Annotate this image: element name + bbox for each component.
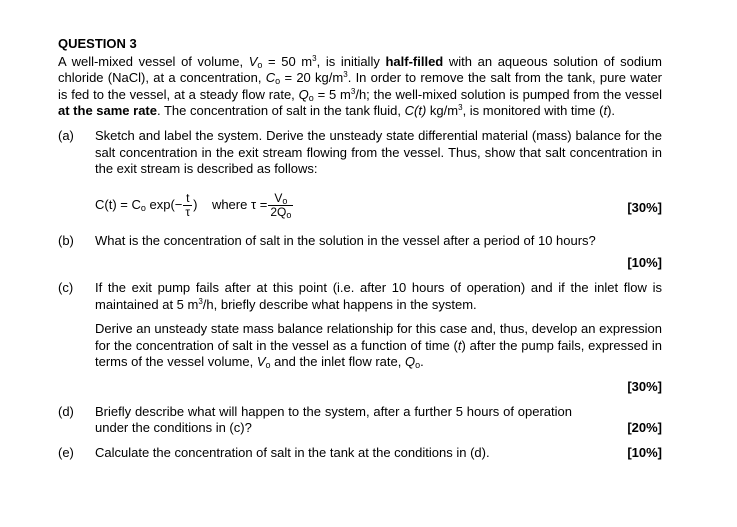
concentration-equation: $C(t) = C_o$ exp(− $\frac{t}{\tau}$ ) where τ = $\frac{V_o}{2Q_o}$ [30%] [95, 190, 662, 220]
part-c-label: (c) [58, 279, 74, 295]
part-d [58, 404, 662, 437]
part-b-label: (b) [58, 232, 74, 248]
part-a [58, 128, 662, 230]
part-e [58, 445, 662, 462]
part-e-label: (e) [58, 444, 74, 460]
part-e-mark: [10%] [627, 444, 662, 460]
part-b-mark: [10%] [627, 255, 662, 271]
part-d-label: (d) [58, 403, 74, 419]
part-b [58, 233, 662, 272]
part-a-mark: [30%] [627, 199, 662, 215]
part-b-text: What is the concentration of salt in the solution in the vessel after a period of 10 hours? [95, 232, 596, 248]
question-intro: A well-mixed vessel of volume, $V_o = 50$ $m^3$, is initially half-filled with an aqueous solution of sodium chloride (NaCl), at a concentration, $C_o = 20$ $kg/m^3$. In order to remove the salt from the tank, pure water is fed to the vessel, at a steady flow rate, $Q_o = 5$ $m^3/h$; the well-mixed solution is pumped from the vessel at the same rate. The concentration of salt in the tank fluid, C(t) $kg/m^3$, is monitored with time (t). [58, 53, 663, 119]
part-d-mark: [20%] [627, 420, 662, 436]
part-c-para1: If the exit pump fails after at this point (i.e. after 10 hours of operation) and if the inlet flow is maintained at 5 $m^3/h$, briefly describe what happens in the system. [95, 279, 662, 312]
part-a-text: Sketch and label the system. Derive the unsteady state differential material (mass) balance for the salt concentration in the exit stream flowing from the vessel. Thus, show that salt concentration in the exit stream is described as follows: [95, 127, 662, 177]
part-d-text: Briefly describe what will happen to the system, after a further 5 hours of operation under the conditions in (c)? [95, 403, 572, 436]
question-title: QUESTION 3 [58, 36, 137, 51]
fraction-vo-over-2qo: $\frac{V_o}{2Q_o}$ [270, 190, 292, 220]
fraction-t-over-tau: $\frac{t}{\tau}$ [185, 190, 191, 219]
part-c-mark: [30%] [627, 378, 662, 394]
part-a-label: (a) [58, 127, 74, 143]
part-c-para2: Derive an unsteady state mass balance relationship for this case and, thus, develop an expression for the concentration of salt in the vessel as a function of time (t) after the pump fails, expressed in terms of the vessel volume, $V_o$ and the inlet flow rate, $Q_o$. [95, 321, 662, 371]
part-e-text: Calculate the concentration of salt in the tank at the conditions in (d). [95, 444, 490, 460]
part-c [58, 280, 662, 396]
